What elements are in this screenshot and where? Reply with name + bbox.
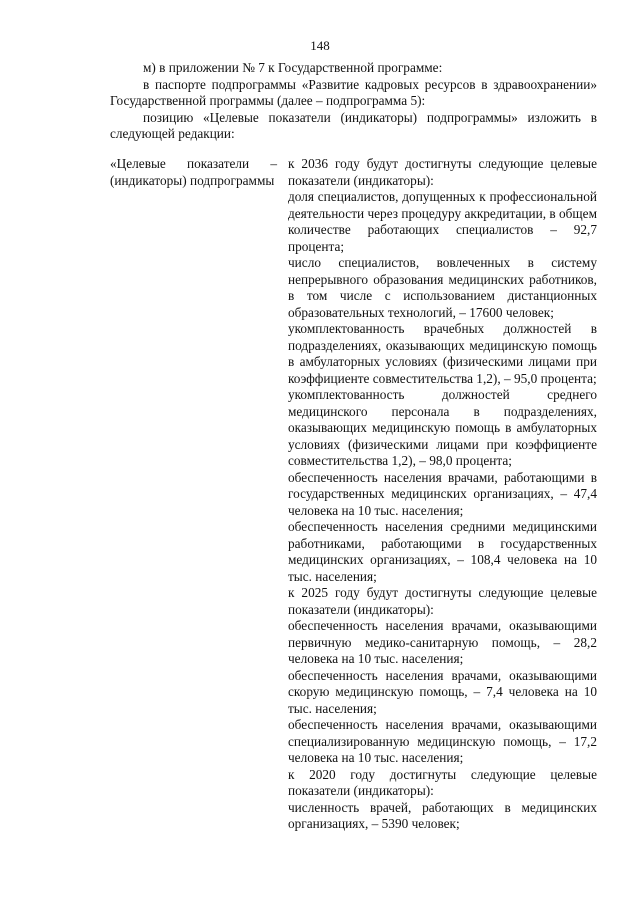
indicator-item: к 2036 году будут достигнуты следующие целевые показатели (индикаторы): bbox=[288, 156, 597, 188]
indicator-item: численность врачей, работающих в медицинских организациях, – 5390 человек; bbox=[288, 799, 597, 831]
table-left-column bbox=[110, 156, 277, 189]
indicator-item: обеспеченность населения врачами, оказывающими скорую медицинскую помощь, – 7,4 человека на 10 тыс. населения; bbox=[288, 667, 597, 716]
table-row-label: «Целевые показатели – (индикаторы) подпрограммы bbox=[110, 156, 277, 188]
intro-paragraph: в паспорте подпрограммы «Развитие кадровых ресурсов в здравоохранении» Государственной программы (далее – подпрограмма 5): bbox=[110, 76, 597, 108]
intro-paragraph: м) в приложении № 7 к Государственной программе: bbox=[143, 60, 443, 75]
indicator-item: обеспеченность населения врачами, оказывающими первичную медико-санитарную помощь, – 28,2 человека на 10 тыс. населения; bbox=[288, 618, 597, 666]
indicator-item: обеспеченность населения врачами, оказывающими специализированную медицинскую помощь, – 17,2 человека на 10 тыс. населения; bbox=[288, 717, 597, 765]
indicator-item: доля специалистов, допущенных к профессиональной деятельности через процедуру аккредитации, в общем количестве работающих специалистов – 92,7 процента; bbox=[288, 189, 597, 254]
indicator-item: число специалистов, вовлеченных в систему непрерывного образования медицинских работников, в том числе с использованием дистанционных образовательных технологий, – 17600 человек; bbox=[288, 255, 597, 320]
page-number: 148 bbox=[310, 38, 330, 53]
table-right-column bbox=[288, 156, 597, 833]
intro-paragraph: позицию «Целевые показатели (индикаторы) подпрограммы» изложить в следующей редакции: bbox=[110, 109, 597, 141]
indicator-item: к 2020 году достигнуты следующие целевые показатели (индикаторы): bbox=[288, 766, 597, 798]
intro-text bbox=[110, 60, 597, 143]
indicator-item: обеспеченность населения врачами, работающими в государственных медицинских организациях, – 47,4 человека на 10 тыс. населения; bbox=[288, 469, 597, 518]
indicator-item: к 2025 году будут достигнуты следующие целевые показатели (индикаторы): bbox=[288, 585, 597, 617]
indicator-item: укомплектованность врачебных должностей в подразделениях, оказывающих медицинскую помощь в амбулаторных условиях (физическими лицами при коэффициенте совместительства 1,2), – 95,0 процента; bbox=[288, 321, 597, 386]
indicator-item: обеспеченность населения средними медицинскими работниками, работающими в государственных медицинских организациях, – 108,4 человека на 10 тыс. населения; bbox=[288, 519, 597, 584]
indicator-item: укомплектованность должностей среднего медицинского персонала в подразделениях, оказывающих медицинскую помощь в амбулаторных условиях (физическими лицами при коэффициенте совместительства 1,2), – 98,0 процента; bbox=[288, 387, 597, 468]
